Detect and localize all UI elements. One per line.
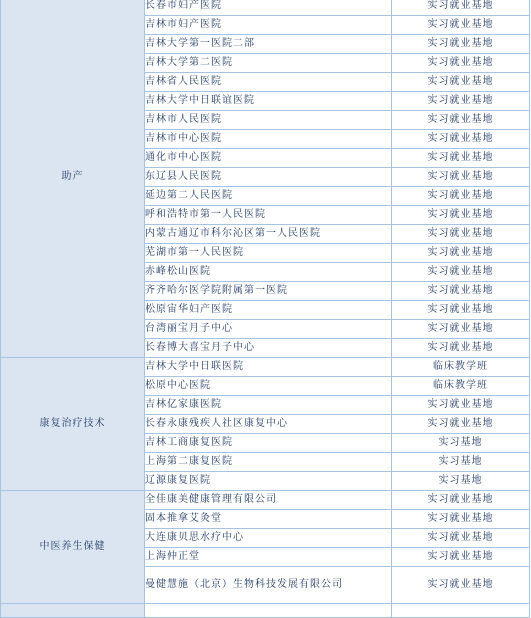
base-type-cell: 实习就业基地 bbox=[392, 92, 530, 111]
base-type-cell: 临床教学班 bbox=[392, 358, 530, 377]
institution-cell: 吉林省人民医院 bbox=[145, 73, 392, 92]
institution-cell: 延边第二人民医院 bbox=[145, 187, 392, 206]
institution-cell: 吉林工商康复医院 bbox=[145, 434, 392, 453]
institution-cell: 吉林亿家康医院 bbox=[145, 396, 392, 415]
base-type-cell: 实习就业基地 bbox=[392, 263, 530, 282]
institution-cell: 全佳康美健康管理有限公司 bbox=[145, 491, 392, 510]
table-row bbox=[1, 0, 530, 16]
institution-cell: 长春博大喜宝月子中心 bbox=[145, 339, 392, 358]
empty-cell bbox=[145, 604, 392, 618]
institution-cell: 吉林市妇产医院 bbox=[145, 16, 392, 35]
institution-cell: 大连康贝思水疗中心 bbox=[145, 529, 392, 548]
institution-cell: 上海第二康复医院 bbox=[145, 453, 392, 472]
base-type-cell: 实习就业基地 bbox=[392, 529, 530, 548]
base-type-cell: 实习就业基地 bbox=[392, 130, 530, 149]
institution-cell: 台湾丽宝月子中心 bbox=[145, 320, 392, 339]
base-type-cell: 实习就业基地 bbox=[392, 73, 530, 92]
base-type-cell: 实习就业基地 bbox=[392, 282, 530, 301]
base-type-cell: 实习就业基地 bbox=[392, 548, 530, 567]
base-type-cell: 实习就业基地 bbox=[392, 301, 530, 320]
institution-cell: 松原宙华妇产医院 bbox=[145, 301, 392, 320]
table-row bbox=[1, 358, 530, 377]
institution-cell: 长春市妇产医院 bbox=[145, 0, 392, 16]
institution-cell: 内蒙古通辽市科尔沁区第一人民医院 bbox=[145, 225, 392, 244]
institution-cell: 吉林大学中日联谊医院 bbox=[145, 92, 392, 111]
base-type-cell: 实习就业基地 bbox=[392, 567, 530, 604]
base-type-cell: 实习就业基地 bbox=[392, 415, 530, 434]
institution-cell: 上海仲正堂 bbox=[145, 548, 392, 567]
institution-cell: 吉林市人民医院 bbox=[145, 111, 392, 130]
base-type-cell: 实习基地 bbox=[392, 453, 530, 472]
base-type-cell: 实习就业基地 bbox=[392, 510, 530, 529]
empty-cell bbox=[392, 604, 530, 618]
base-type-cell: 实习就业基地 bbox=[392, 206, 530, 225]
institution-cell: 呼和浩特市第一人民医院 bbox=[145, 206, 392, 225]
base-type-cell: 实习就业基地 bbox=[392, 168, 530, 187]
institution-cell: 吉林大学中日联医院 bbox=[145, 358, 392, 377]
institution-cell: 芜湖市第一人民医院 bbox=[145, 244, 392, 263]
table-row bbox=[1, 491, 530, 510]
base-type-cell: 临床教学班 bbox=[392, 377, 530, 396]
base-type-cell: 实习就业基地 bbox=[392, 16, 530, 35]
institution-cell: 吉林市中心医院 bbox=[145, 130, 392, 149]
institution-cell: 齐齐哈尔医学院附属第一医院 bbox=[145, 282, 392, 301]
institution-cell: 东辽县人民医院 bbox=[145, 168, 392, 187]
base-type-cell: 实习就业基地 bbox=[392, 225, 530, 244]
base-type-cell: 实习就业基地 bbox=[392, 244, 530, 263]
institution-cell: 辽源康复医院 bbox=[145, 472, 392, 491]
table-row-empty bbox=[1, 604, 530, 618]
base-type-cell: 实习就业基地 bbox=[392, 491, 530, 510]
institution-cell: 赤峰松山医院 bbox=[145, 263, 392, 282]
institution-cell: 松原中心医院 bbox=[145, 377, 392, 396]
base-type-cell: 实习就业基地 bbox=[392, 35, 530, 54]
group-cell: 中医养生保健 bbox=[1, 491, 145, 604]
group-cell: 康复治疗技术 bbox=[1, 358, 145, 491]
institution-cell: 长春永康残疾人社区康复中心 bbox=[145, 415, 392, 434]
base-type-cell: 实习就业基地 bbox=[392, 54, 530, 73]
empty-cell bbox=[1, 604, 145, 618]
base-type-cell: 实习就业基地 bbox=[392, 339, 530, 358]
institution-cell: 吉林大学第一医院二部 bbox=[145, 35, 392, 54]
table-body bbox=[1, 0, 530, 618]
base-type-cell: 实习基地 bbox=[392, 472, 530, 491]
base-type-cell: 实习就业基地 bbox=[392, 396, 530, 415]
group-cell: 助产 bbox=[1, 0, 145, 358]
institution-cell: 吉林大学第二医院 bbox=[145, 54, 392, 73]
institution-cell: 通化市中心医院 bbox=[145, 149, 392, 168]
base-type-cell: 实习就业基地 bbox=[392, 0, 530, 16]
institution-cell: 固本推拿艾灸堂 bbox=[145, 510, 392, 529]
base-type-cell: 实习就业基地 bbox=[392, 111, 530, 130]
base-type-cell: 实习就业基地 bbox=[392, 187, 530, 206]
base-type-cell: 实习基地 bbox=[392, 434, 530, 453]
institution-cell: 曼健慧施（北京）生物科技发展有限公司 bbox=[145, 567, 392, 604]
base-type-cell: 实习就业基地 bbox=[392, 320, 530, 339]
base-type-cell: 实习就业基地 bbox=[392, 149, 530, 168]
